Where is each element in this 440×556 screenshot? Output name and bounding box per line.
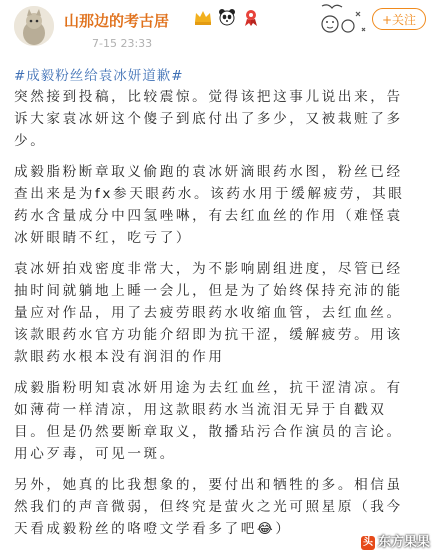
text-line: 查出来是为fx参天眼药水。该药水用于缓解疲劳，其眼 bbox=[14, 186, 405, 202]
text-line: 抽时间就躺地上睡一会儿，但是为了始终保持充沛的能 bbox=[14, 283, 403, 299]
text-line: 天看成毅粉丝的咯噔文学看多了吧😂） bbox=[14, 521, 292, 537]
text-line: 突然接到投稿，比较震惊。觉得该把这事儿说出来，告 bbox=[14, 89, 403, 105]
decoration-card bbox=[318, 2, 373, 38]
text-line: 量应对作品，用了去疲劳眼药水收缩血管，去红血丝。 bbox=[14, 305, 403, 321]
follow-button[interactable]: +关注 bbox=[372, 8, 426, 30]
crown-icon bbox=[193, 7, 213, 27]
text-line: 药水含量成分中四氢唑啉，有去红血丝的作用（难怪袁 bbox=[14, 208, 403, 224]
text-line: 少。 bbox=[14, 133, 47, 149]
text-line: 目。但是仍然要断章取义，散播玷污合作演员的言论。 bbox=[14, 424, 403, 440]
topic-hashtag[interactable]: #成毅粉丝给袁冰妍道歉# bbox=[14, 68, 184, 84]
username[interactable]: 山那边的考古居 bbox=[64, 12, 170, 30]
watermark-text: 东方果果 bbox=[377, 535, 430, 550]
text-line: 用心歹毒，可见一斑。 bbox=[14, 446, 176, 462]
text-line: 成毅脂粉断章取义偷跑的袁冰妍滴眼药水图，粉丝已经 bbox=[14, 164, 403, 180]
text-line: 袁冰妍拍戏密度非常大，为不影响剧组进度，尽管已经 bbox=[14, 261, 403, 277]
post-body bbox=[14, 86, 428, 549]
paragraph bbox=[14, 86, 428, 152]
text-line: 另外，她真的比我想象的，要付出和牺牲的多。相信虽 bbox=[14, 477, 403, 493]
post-timestamp: 7-15 23:33 bbox=[92, 37, 153, 50]
watermark bbox=[361, 531, 430, 550]
paragraph bbox=[14, 377, 428, 465]
panda-icon bbox=[217, 7, 237, 27]
paragraph bbox=[14, 258, 428, 368]
text-line: 款眼药水根本没有润泪的作用 bbox=[14, 349, 225, 365]
text-line: 诉大家袁冰妍这个傻子到底付出了多少，又被栽赃了多 bbox=[14, 111, 403, 127]
text-line: 该款眼药水官方功能介绍即为抗干涩，缓解疲劳。用该 bbox=[14, 327, 403, 343]
post-header bbox=[0, 0, 440, 60]
avatar[interactable] bbox=[14, 6, 54, 46]
watermark-logo-icon: 头 bbox=[362, 536, 373, 548]
text-line: 冰妍眼睛不红，吃亏了） bbox=[14, 230, 193, 246]
text-line: 然我们的声音微弱，但终究是萤火之光可照星原（我今 bbox=[14, 499, 403, 515]
ribbon-icon bbox=[241, 7, 261, 27]
text-line: 成毅脂粉明知袁冰妍用途为去红血丝，抗干涩清凉。有 bbox=[14, 380, 403, 396]
text-line: 如薄荷一样清凉，用这款眼药水当流泪无异于自戳双 bbox=[14, 402, 387, 418]
paragraph bbox=[14, 161, 428, 249]
